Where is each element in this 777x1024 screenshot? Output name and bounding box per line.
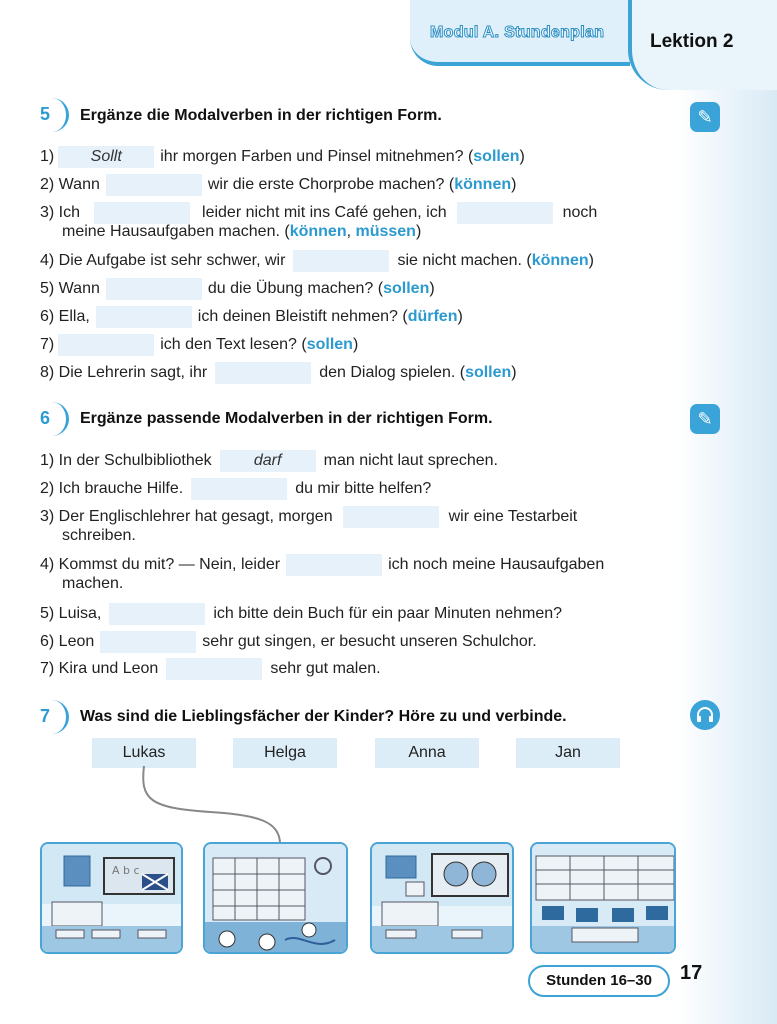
exercise-5-title: Ergänze die Modalverben in der richtigen Form. xyxy=(80,107,442,124)
modul-title: Modul A. Stundenplan xyxy=(430,24,605,41)
ex6-line-4-cont: machen. xyxy=(62,575,124,592)
exercise-5-number: 5 xyxy=(40,104,51,124)
lektion-title: Lektion 2 xyxy=(650,31,734,52)
ex5-line-3: 3) Ich leider nicht mit ins Café gehen, ich noch xyxy=(40,202,597,224)
verb-hint: sollen xyxy=(306,336,353,354)
pencil-icon: ✎ xyxy=(690,404,720,434)
verb-hint: sollen xyxy=(383,280,430,298)
exercise-7-title: Was sind die Lieblingsfächer der Kinder? Höre zu und verbinde. xyxy=(80,708,567,725)
verb-hint: dürfen xyxy=(407,308,458,326)
ex5-line-5: 5) Wann du die Übung machen? (sollen) xyxy=(40,278,435,300)
name-jan[interactable]: Jan xyxy=(516,738,620,768)
svg-text:A b c: A b c xyxy=(112,864,140,877)
verb-hint: können xyxy=(531,252,589,270)
computer-room-image[interactable] xyxy=(530,842,676,954)
ex6-line-1: 1) In der Schulbibliothek darf man nicht laut sprechen. xyxy=(40,450,498,472)
ex6-line-3-cont: schreiben. xyxy=(62,527,136,544)
line-number: 1) xyxy=(40,148,55,166)
name-lukas[interactable]: Lukas xyxy=(92,738,196,768)
verb-hint: können xyxy=(454,176,512,194)
ex6-line-2: 2) Ich brauche Hilfe. du mir bitte helfen? xyxy=(40,478,431,500)
geography-classroom-image[interactable] xyxy=(370,842,514,954)
verb-hint: sollen xyxy=(473,148,520,166)
answer-gap[interactable]: Sollt xyxy=(58,146,154,168)
pencil-icon: ✎ xyxy=(690,102,720,132)
exercise-7-number: 7 xyxy=(40,706,51,726)
exercise-6-number: 6 xyxy=(40,408,51,428)
ex5-line-3-cont: meine Hausaufgaben machen. (können, müssen) xyxy=(62,223,422,240)
verb-hint: sollen xyxy=(465,364,512,382)
ex5-line-7: 7) ich den Text lesen? (sollen) xyxy=(40,334,358,356)
ex6-line-3: 3) Der Englischlehrer hat gesagt, morgen wir eine Testarbeit xyxy=(40,506,577,528)
name-anna[interactable]: Anna xyxy=(375,738,479,768)
ex6-line-7: 7) Kira und Leon sehr gut malen. xyxy=(40,658,381,680)
page-number: 17 xyxy=(680,962,703,984)
ex5-line-2: 2) Wann wir die erste Chorprobe machen? (können) xyxy=(40,174,516,196)
verb-hint: müssen xyxy=(355,223,416,240)
ex6-line-6: 6) Leon sehr gut singen, er besucht unseren Schulchor. xyxy=(40,631,537,653)
gym-image[interactable] xyxy=(203,842,348,954)
verb-hint: können xyxy=(289,223,347,240)
classroom-english-image[interactable] xyxy=(40,842,183,954)
name-helga[interactable]: Helga xyxy=(233,738,337,768)
ex5-line-4: 4) Die Aufgabe ist sehr schwer, wir sie nicht machen. (können) xyxy=(40,250,594,272)
ex5-line-1: 1) Sollt ihr morgen Farben und Pinsel mitnehmen? (sollen) xyxy=(40,146,525,168)
exercise-6-title: Ergänze passende Modalverben in der richtigen Form. xyxy=(80,410,493,427)
ex5-line-6: 6) Ella, ich deinen Bleistift nehmen? (dürfen) xyxy=(40,306,463,328)
ex6-line-4: 4) Kommst du mit? — Nein, leider ich noch meine Hausaufgaben xyxy=(40,554,604,576)
answer-gap[interactable]: darf xyxy=(220,450,316,472)
ex6-line-5: 5) Luisa, ich bitte dein Buch für ein paar Minuten nehmen? xyxy=(40,603,562,625)
ex5-line-8: 8) Die Lehrerin sagt, ihr den Dialog spielen. (sollen) xyxy=(40,362,517,384)
footer-stunden-label: Stunden 16–30 xyxy=(528,965,670,997)
